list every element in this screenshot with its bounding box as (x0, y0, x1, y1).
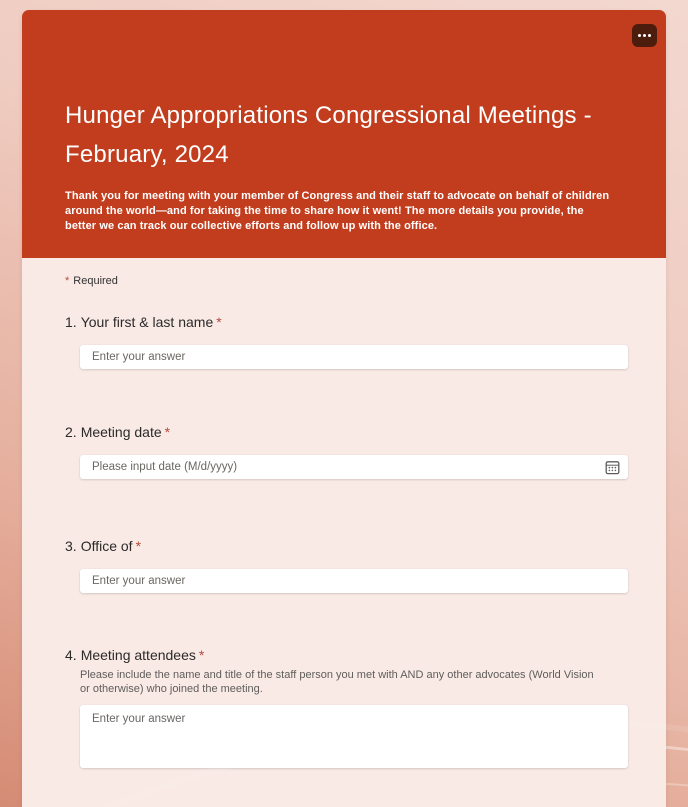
question-4-number: 4. (65, 647, 77, 663)
calendar-icon[interactable] (604, 459, 620, 475)
question-block-4 (65, 646, 628, 768)
required-asterisk: * (65, 275, 70, 287)
question-4-input-row (80, 705, 628, 768)
question-2-label (65, 423, 628, 442)
required-asterisk: * (135, 538, 142, 554)
question-4-helper-text: Please include the name and title of the staff person you met with AND any other advocates (World Vision or otherwise) who joined the meeting. (80, 669, 594, 695)
form-card (22, 10, 666, 807)
question-1-label (65, 313, 628, 332)
question-1-text: Your first & last name (80, 314, 214, 330)
question-3-number: 3. (65, 538, 77, 554)
required-asterisk: * (164, 424, 171, 440)
question-block-2 (65, 423, 628, 479)
form-content (22, 258, 666, 807)
meeting-date-input[interactable] (80, 455, 628, 479)
form-description: Thank you for meeting with your member of Congress and their staff to advocate on behalf of children around the world—and for taking the time to share how it went! The more details you provide, the better we can track our collective efforts and follow up with the office. (65, 190, 610, 232)
question-2-text: Meeting date (80, 424, 162, 440)
required-asterisk: * (198, 647, 205, 663)
question-block-3 (65, 537, 628, 593)
question-4-label (65, 646, 628, 665)
form-header (22, 10, 666, 258)
question-1-number: 1. (65, 314, 77, 330)
question-3-input-row (80, 569, 628, 593)
first-last-name-input[interactable] (80, 345, 628, 369)
question-2-number: 2. (65, 424, 77, 440)
ellipsis-icon (638, 34, 651, 37)
more-options-button[interactable] (632, 24, 657, 47)
required-note-label: Required (73, 275, 118, 287)
required-asterisk: * (216, 314, 222, 330)
question-3-label (65, 537, 628, 556)
question-2-input-row (80, 455, 628, 479)
office-of-input[interactable] (80, 569, 628, 593)
required-note (22, 275, 666, 288)
question-3-text: Office of (80, 538, 133, 554)
question-block-1 (65, 313, 628, 369)
question-1-input-row (80, 345, 628, 369)
question-4-text: Meeting attendees (80, 647, 196, 663)
form-title: Hunger Appropriations Congressional Meetings - February, 2024 (65, 102, 592, 168)
meeting-attendees-textarea[interactable] (80, 705, 628, 768)
